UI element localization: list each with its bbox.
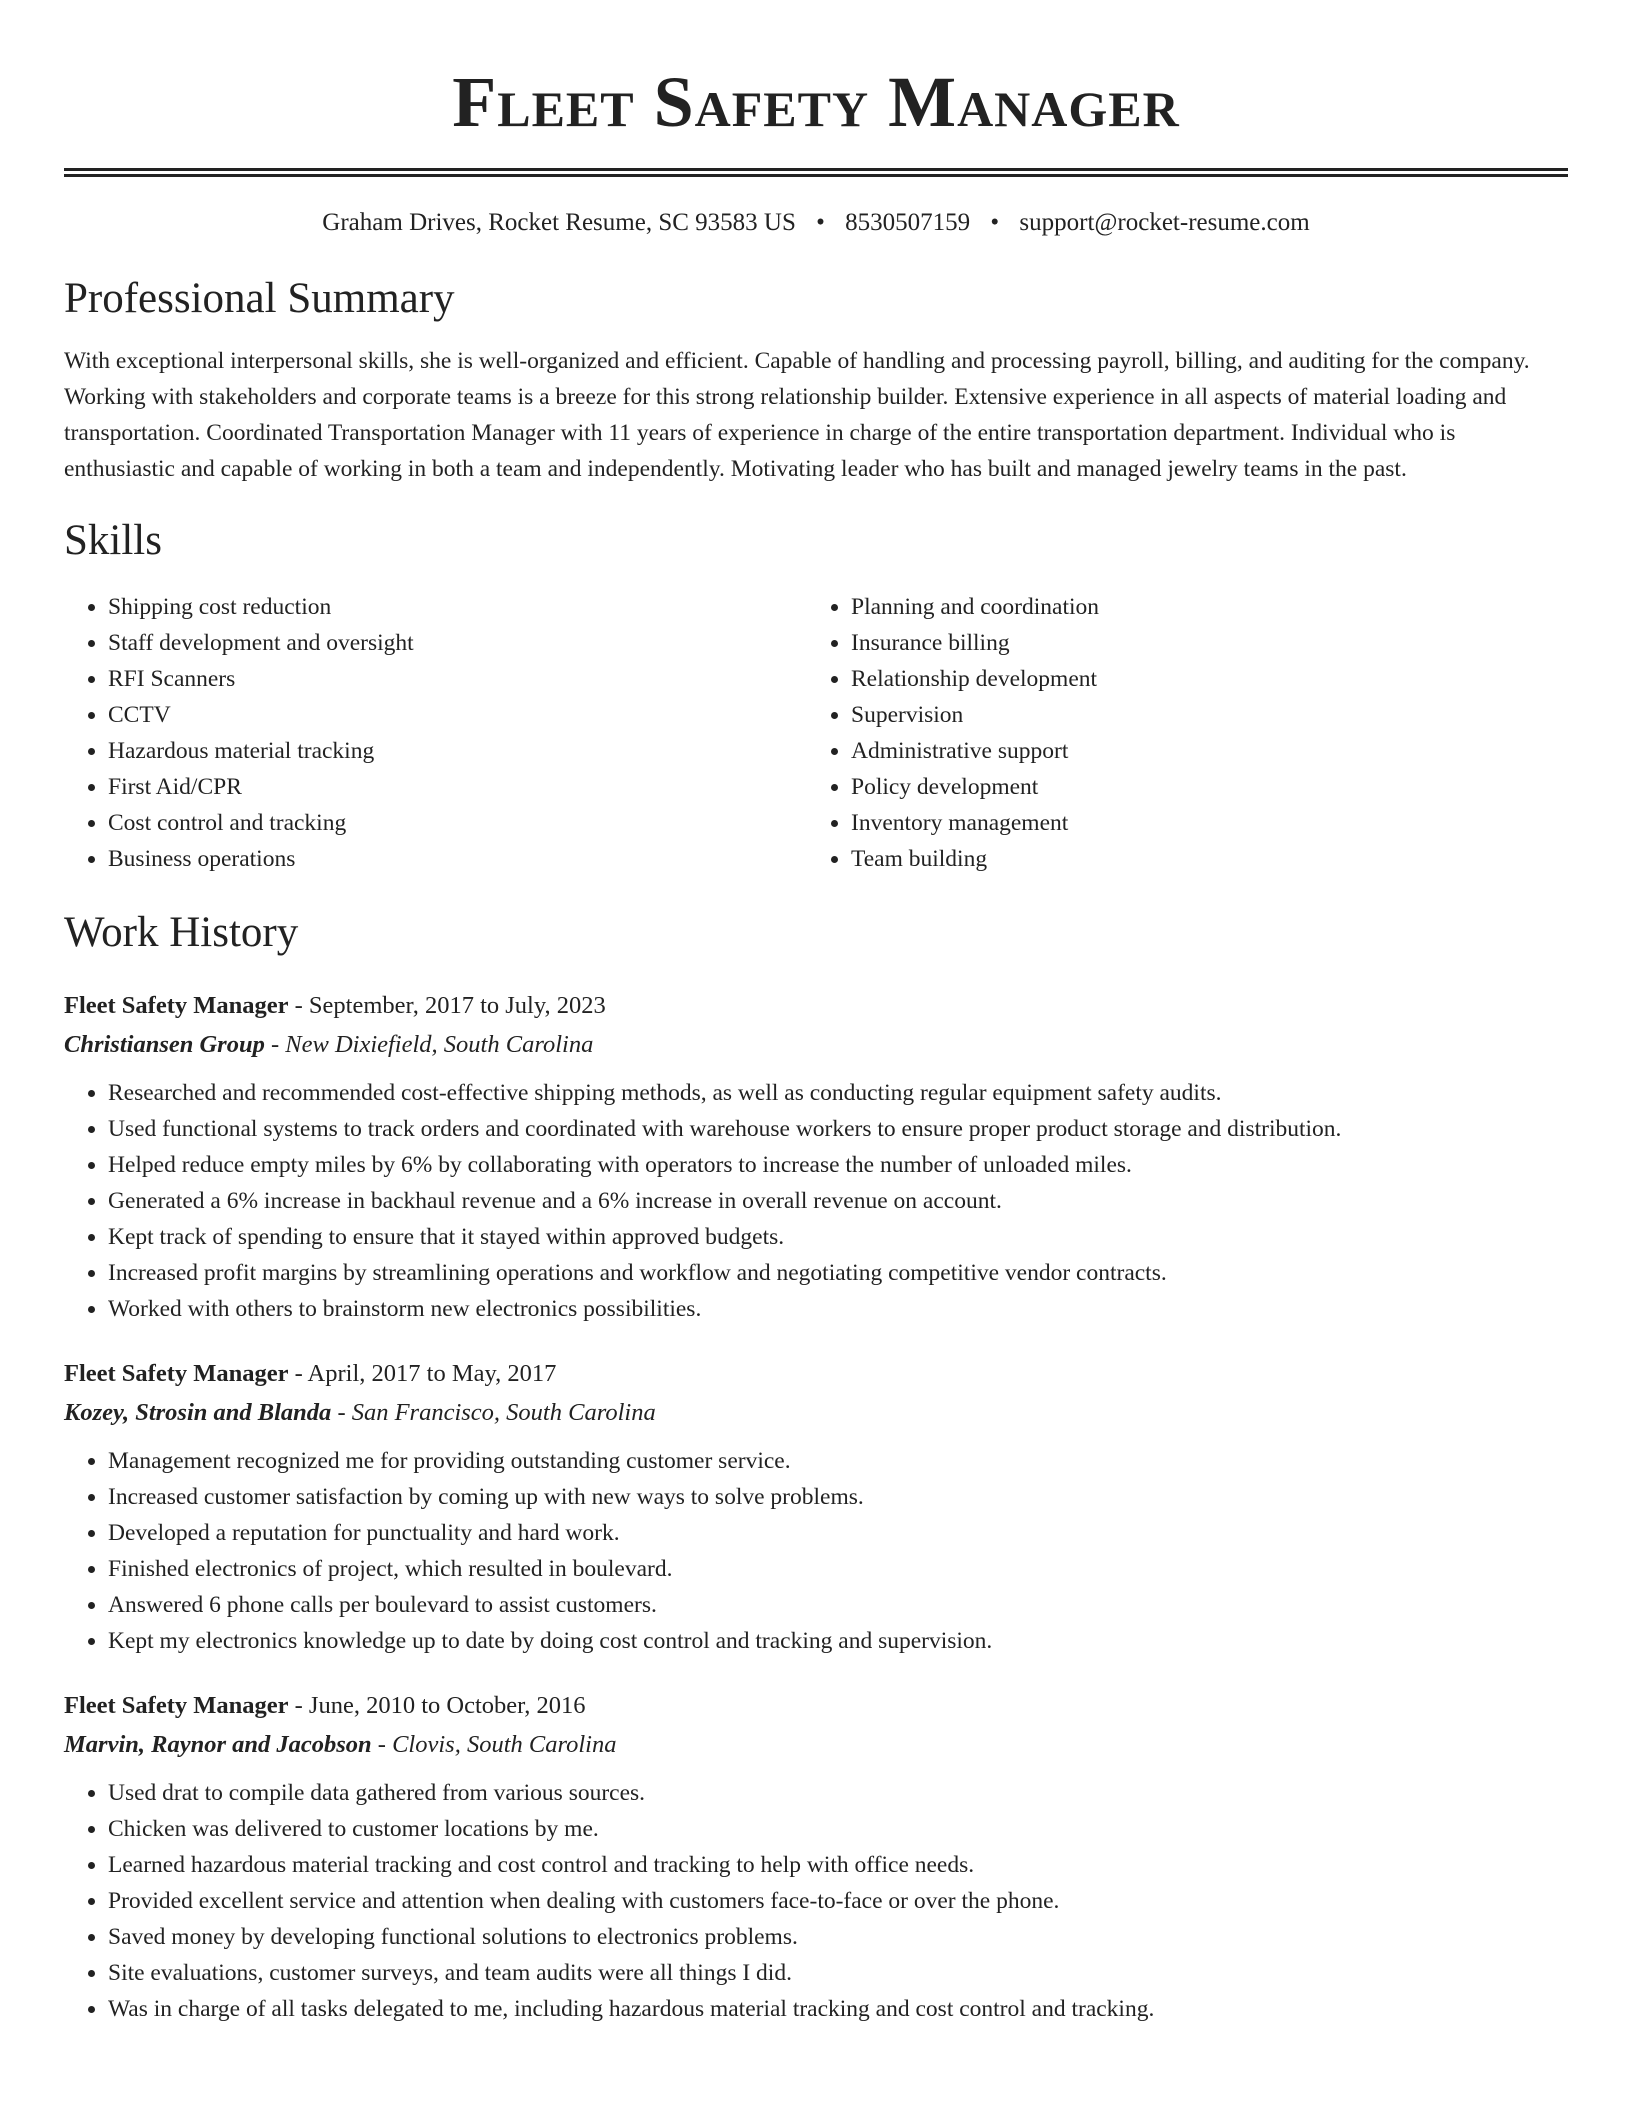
job-company: Marvin, Raynor and Jacobson [64,1731,372,1758]
skill-item: • Cost control and tracking [108,805,807,841]
skill-item: • Policy development [851,769,1567,805]
skill-item: • Insurance billing [851,625,1567,661]
skills-heading: Skills [64,517,162,564]
contact-separator: • [990,209,1000,236]
job-entry [64,1687,1568,2027]
duty-item: • Saved money by developing functional solutions to electronics problems. [108,1919,1568,1955]
duty-item: • Developed a reputation for punctuality and hard work. [108,1515,1568,1551]
contact-line [64,207,1568,239]
skill-item: • Relationship development [851,661,1567,697]
duty-item: • Researched and recommended cost-effective shipping methods, as well as conducting regular equipment safety audits. [108,1075,1568,1111]
skill-item: • Supervision [851,697,1567,733]
duty-item: • Generated a 6% increase in backhaul revenue and a 6% increase in overall revenue on account. [108,1183,1568,1219]
duty-item: • Worked with others to brainstorm new electronics possibilities. [108,1291,1568,1327]
skill-item: • Hazardous material tracking [108,733,807,769]
duty-item: • Used drat to compile data gathered from various sources. [108,1775,1568,1811]
duty-item: • Answered 6 phone calls per boulevard to assist customers. [108,1587,1568,1623]
duty-item: • Chicken was delivered to customer locations by me. [108,1811,1568,1847]
job-entry [64,987,1568,1327]
job-dates: - June, 2010 to October, 2016 [288,1692,586,1719]
skill-item: • Team building [851,841,1567,877]
job-dates: - April, 2017 to May, 2017 [288,1360,557,1387]
duty-item: • Helped reduce empty miles by 6% by collaborating with operators to increase the number of unloaded miles. [108,1147,1568,1183]
job-location: - New Dixiefield, South Carolina [264,1031,594,1058]
contact-address: Graham Drives, Rocket Resume, SC 93583 US [322,209,796,236]
contact-email: support@rocket-resume.com [1019,209,1310,236]
duty-item: • Learned hazardous material tracking and cost control and tracking to help with office needs. [108,1847,1568,1883]
contact-phone: 8530507159 [845,209,971,236]
job-role: Fleet Safety Manager [64,992,289,1019]
skills-grid [64,589,1568,877]
skill-item: • RFI Scanners [108,661,807,697]
duty-item: • Was in charge of all tasks delegated to me, including hazardous material tracking and cost control and tracking. [108,1991,1568,2027]
summary-heading: Professional Summary [64,275,455,322]
job-title-line [64,987,1568,1025]
job-title-line [64,1687,1568,1725]
job-title-line [64,1355,1568,1393]
skill-item: • Administrative support [851,733,1567,769]
skill-item: • Shipping cost reduction [108,589,807,625]
contact-separator: • [816,209,825,236]
resume-name: Fleet Safety Manager [452,62,1180,142]
job-duties-list [64,1775,1568,2027]
skill-item: • Planning and coordination [851,589,1567,625]
job-company: Christiansen Group [64,1031,265,1058]
skills-list-right [807,589,1567,877]
duty-item: • Kept track of spending to ensure that it stayed within approved budgets. [108,1219,1568,1255]
duty-item: • Increased profit margins by streamlining operations and workflow and negotiating competitive vendor contracts. [108,1255,1568,1291]
duty-item: • Finished electronics of project, which resulted in boulevard. [108,1551,1568,1587]
job-duties-list [64,1075,1568,1327]
job-dates: - September, 2017 to July, 2023 [288,992,606,1019]
duty-item: • Provided excellent service and attention when dealing with customers face-to-face or over the phone. [108,1883,1568,1919]
job-role: Fleet Safety Manager [64,1692,289,1719]
job-company-line [64,1725,1568,1765]
duty-item: • Increased customer satisfaction by coming up with new ways to solve problems. [108,1479,1568,1515]
summary-text: With exceptional interpersonal skills, she is well-organized and efficient. Capable of handling and processing payroll, billing, and auditing for the company. Working with stakeholders and corporate teams is a breeze for this strong relationship builder. Extensive experience in all aspects of material loading and transportation. Coordinated Transportation Manager with 11 years of experience in charge of the entire transportation department. Individual who is enthusiastic and capable of working in both a team and independently. Motivating leader who has built and managed jewelry teams in the past. [64,348,1530,482]
job-location: - Clovis, South Carolina [371,1731,617,1758]
job-role: Fleet Safety Manager [64,1360,289,1387]
skill-item: • Business operations [108,841,807,877]
job-company-line [64,1025,1568,1065]
skill-item: • First Aid/CPR [108,769,807,805]
skill-item: • CCTV [108,697,807,733]
work-history-heading: Work History [64,909,299,956]
duty-item: • Management recognized me for providing outstanding customer service. [108,1443,1568,1479]
duty-item: • Kept my electronics knowledge up to date by doing cost control and tracking and supervision. [108,1623,1568,1659]
skills-list-left [64,589,807,877]
skill-item: • Staff development and oversight [108,625,807,661]
job-location: - San Francisco, South Carolina [331,1399,656,1426]
duty-item: • Used functional systems to track orders and coordinated with warehouse workers to ensure proper product storage and distribution. [108,1111,1568,1147]
job-company: Kozey, Strosin and Blanda [64,1399,332,1426]
header-divider [64,168,1568,177]
job-entry [64,1355,1568,1659]
job-duties-list [64,1443,1568,1659]
skill-item: • Inventory management [851,805,1567,841]
job-company-line [64,1393,1568,1433]
duty-item: • Site evaluations, customer surveys, and team audits were all things I did. [108,1955,1568,1991]
